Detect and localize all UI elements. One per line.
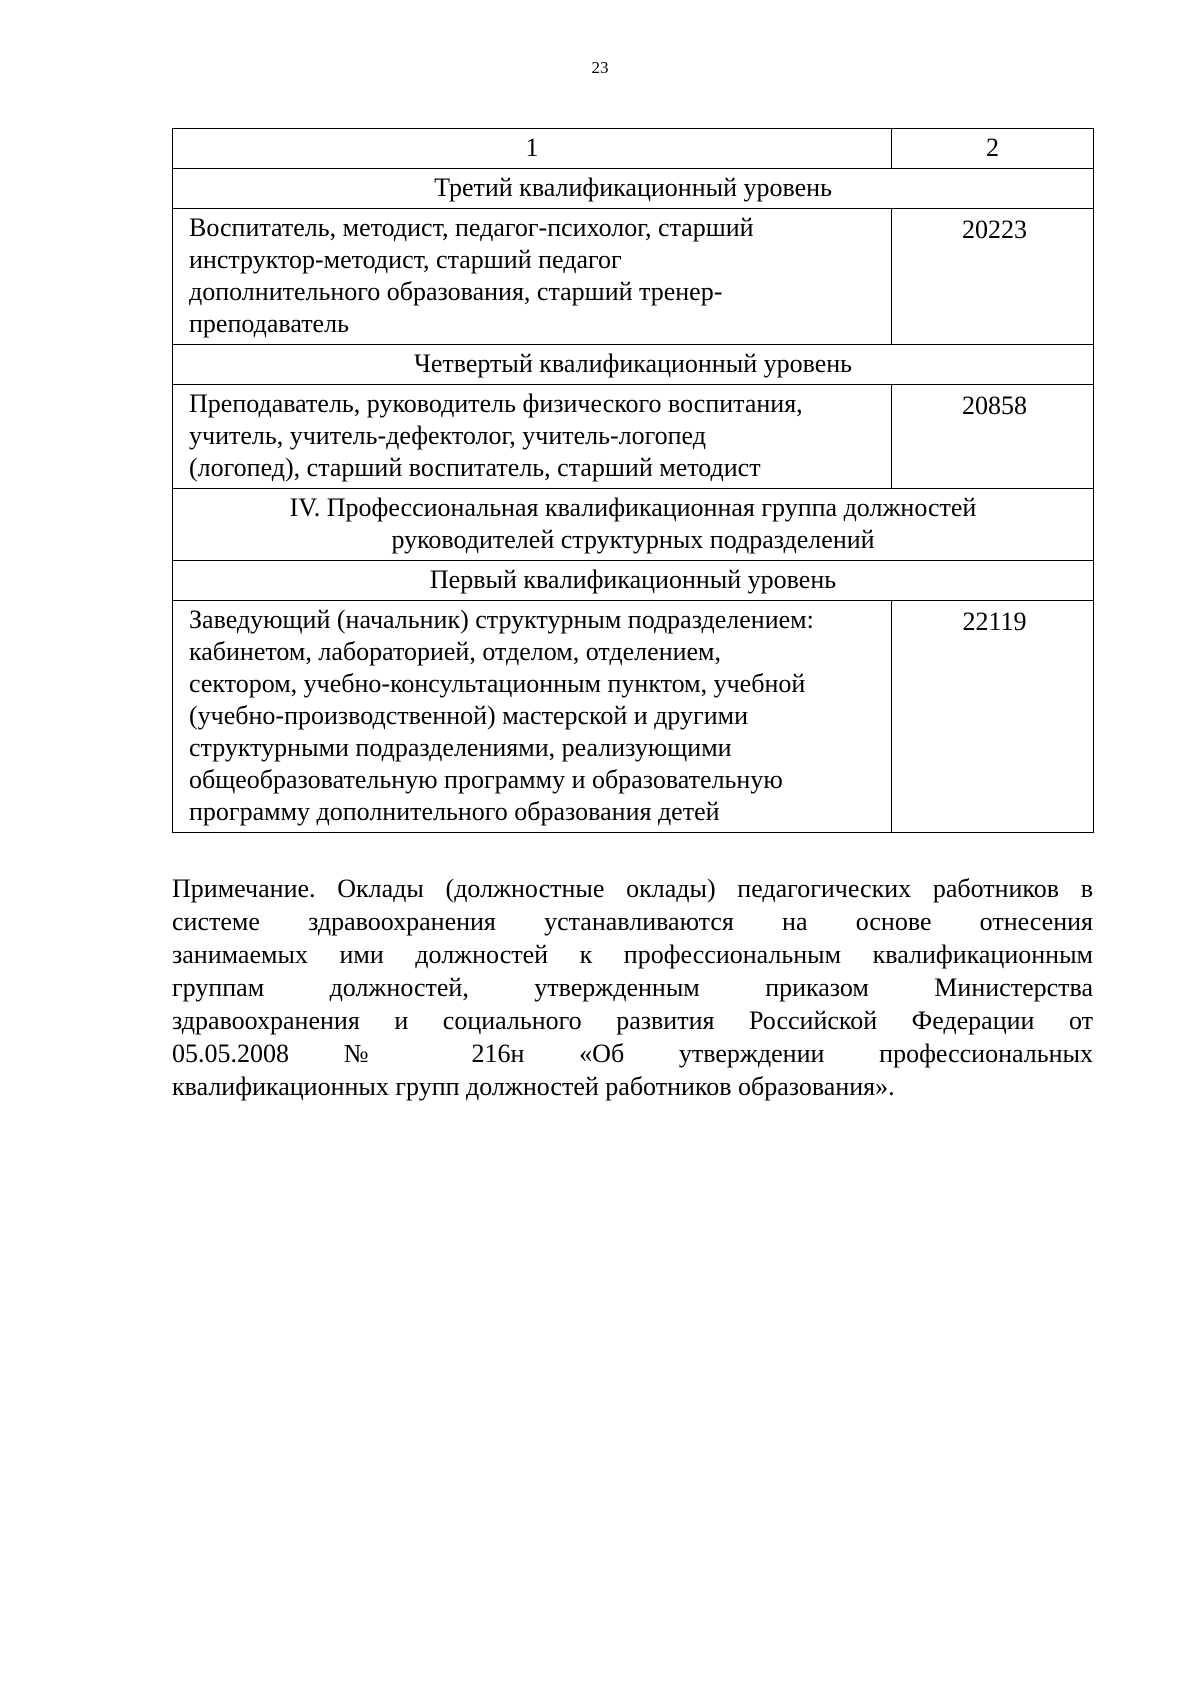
level1-line-6: общеобразовательную программу и образовательную: [189, 765, 783, 794]
group4-line-2: руководителей структурных подразделений: [391, 525, 875, 554]
level3-line-4: преподаватель: [189, 309, 349, 338]
level1-line-5: структурными подразделениями, реализующими: [189, 733, 732, 762]
table-row: [173, 209, 1094, 345]
table-row: [173, 169, 1094, 209]
level1-line-2: кабинетом, лабораторией, отделом, отделением,: [189, 637, 722, 666]
header-col-1: 1: [173, 129, 892, 169]
level1-line-4: (учебно-производственной) мастерской и другими: [189, 701, 748, 730]
note-line-5: здравоохранения и социального развития Российской Федерации от: [172, 1006, 1093, 1035]
level1-description: [173, 601, 892, 833]
note-line-1: Примечание. Оклады (должностные оклады) педагогических работников в: [172, 874, 1093, 903]
level1-line-7: программу дополнительного образования детей: [189, 797, 720, 826]
note-line-4: группам должностей, утвержденным приказом Министерства: [172, 973, 1093, 1002]
level3-title: Третий квалификационный уровень: [173, 169, 1094, 209]
table-row: [173, 561, 1094, 601]
table-row: [173, 601, 1094, 833]
note-line-2: системе здравоохранения устанавливаются на основе отнесения: [172, 907, 1093, 936]
level1-title: Первый квалификационный уровень: [173, 561, 1094, 601]
table-header-row: [173, 129, 1094, 169]
salary-table: [172, 128, 1094, 833]
table-row: [173, 385, 1094, 489]
level1-line-3: сектором, учебно-консультационным пунктом, учебной: [189, 669, 806, 698]
page-number: 23: [591, 58, 609, 77]
group4-line-1: IV. Профессиональная квалификационная группа должностей: [289, 493, 977, 522]
level4-line-1: Преподаватель, руководитель физического воспитания,: [189, 389, 803, 418]
group4-title: [173, 489, 1094, 561]
level3-description: [173, 209, 892, 345]
note-line-7: квалификационных групп должностей работников образования».: [172, 1072, 895, 1101]
note-paragraph: [172, 872, 1093, 1103]
header-col-2: 2: [892, 129, 1094, 169]
level3-line-3: дополнительного образования, старший тренер-: [189, 277, 723, 306]
level4-line-3: (логопед), старший воспитатель, старший методист: [189, 453, 761, 482]
level4-line-2: учитель, учитель-дефектолог, учитель-логопед: [189, 421, 706, 450]
level1-salary: 22119: [892, 601, 1094, 833]
level1-line-1: Заведующий (начальник) структурным подразделением:: [189, 605, 814, 634]
level3-line-2: инструктор-методист, старший педагог: [189, 245, 622, 274]
note-line-6: 05.05.2008 № 216н «Об утверждении профессиональных: [172, 1039, 1093, 1068]
table-row: [173, 345, 1094, 385]
level4-salary: 20858: [892, 385, 1094, 489]
level3-salary: 20223: [892, 209, 1094, 345]
note-line-3: занимаемых ими должностей к профессиональным квалификационным: [172, 940, 1093, 969]
level4-title: Четвертый квалификационный уровень: [173, 345, 1094, 385]
level4-description: [173, 385, 892, 489]
level3-line-1: Воспитатель, методист, педагог-психолог, старший: [189, 213, 754, 242]
table-row: [173, 489, 1094, 561]
